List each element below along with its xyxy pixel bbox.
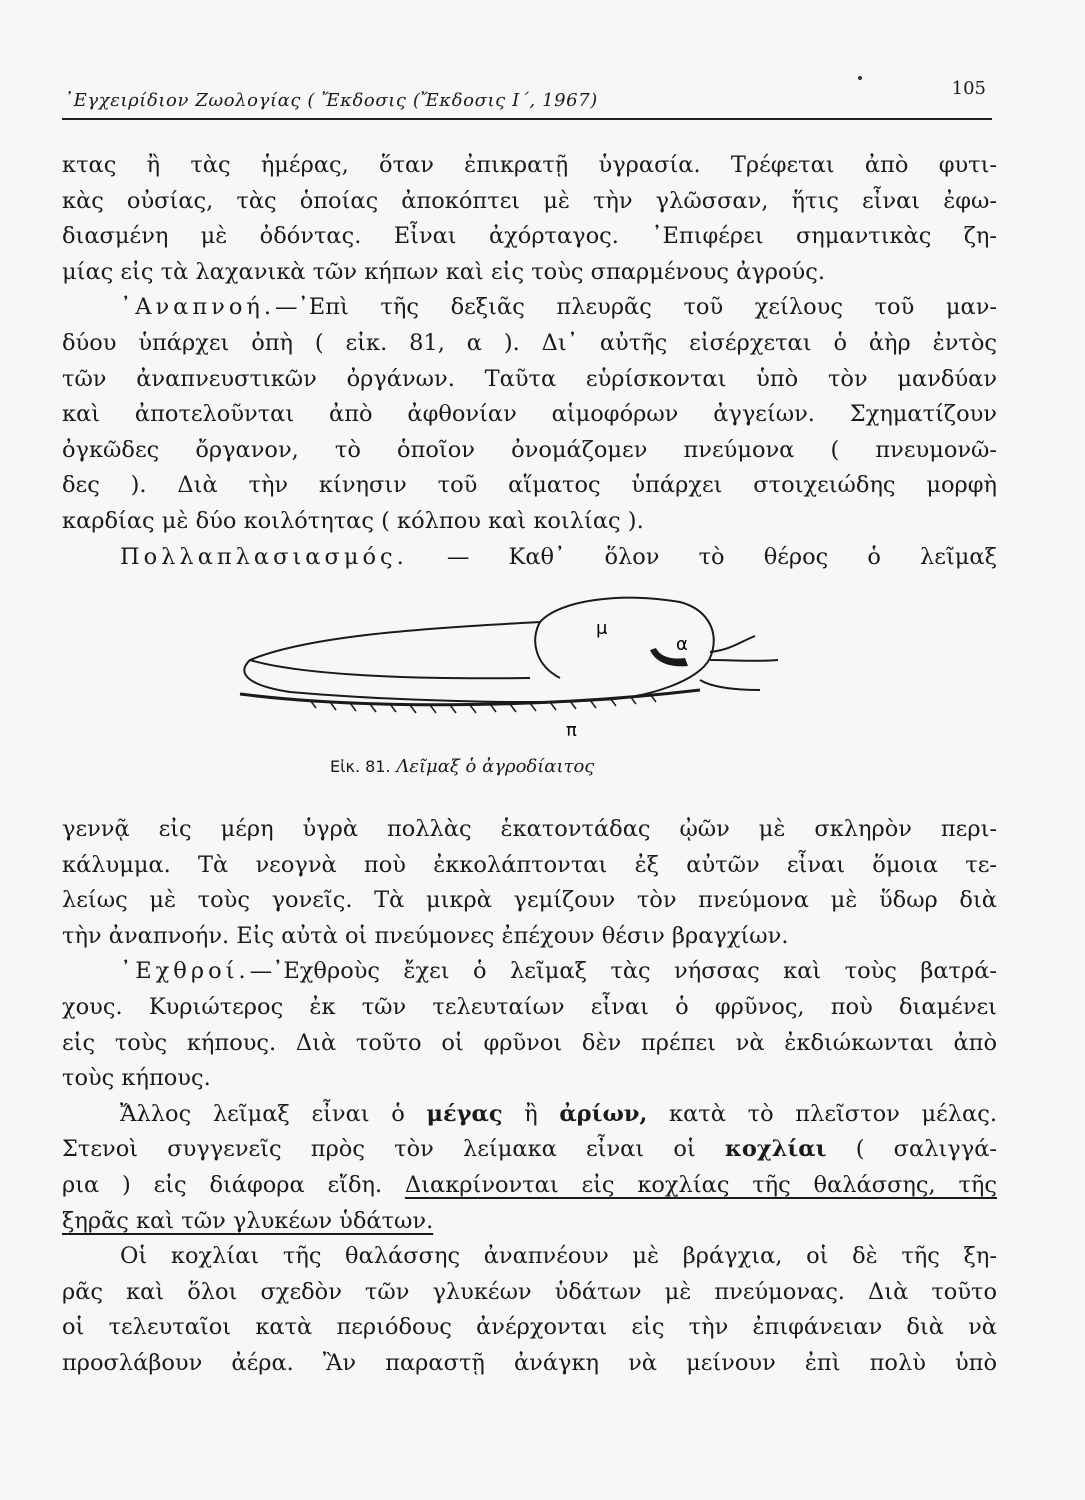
text-line: λείως μὲ τοὺς γονεῖς. Τὰ μικρὰ γεμίζουν τὸν πνεύμονα μὲ ὕδωρ διὰ <box>62 887 997 914</box>
text-line: τῶν ἀναπνευστικῶν ὀργάνων. Ταῦτα εὑρίσκονται ὑπὸ τὸν μανδύαν <box>62 365 997 392</box>
slug-drawing <box>230 590 790 740</box>
slug-foot-line <box>250 660 530 678</box>
figure-caption <box>330 756 594 777</box>
running-title: ᾿Εγχειρίδιον Ζωολογίας ( Ἔκδοσις (Ἔκδοσις Ι΄, 1967) <box>64 90 598 111</box>
text-fragment: ρια ) εἰς διάφορα εἴδη. <box>62 1171 405 1198</box>
paragraph-enemies <box>62 954 997 1096</box>
figure-number: Εἰκ. 81. <box>330 757 391 776</box>
text-line: ρᾶς καὶ ὅλοι σχεδὸν τῶν γλυκέων ὑδάτων μὲ πνεύμονας. Διὰ τοῦτο <box>62 1278 997 1305</box>
text-fragment: —᾿Εχθροὺς ἔχει ὁ λεῖμαξ τὰς νήσσας καὶ τοὺς βατρά- <box>249 958 997 985</box>
text-fragment: ἢ <box>502 1100 560 1127</box>
slug-body-outline <box>244 598 713 702</box>
text-line: κὰς οὐσίας, τὰς ὁποίας ἀποκόπτει μὲ τὴν γλῶσσαν, ἥτις εἶναι ἐφω- <box>62 187 997 214</box>
text-line: καρδίας μὲ δύο κοιλότητας ( κόλπου καὶ κοιλίας ). <box>62 507 644 534</box>
text-line: κάλυμμα. Τὰ νεογνὰ ποὺ ἐκκολάπτονται ἐξ αὐτῶν εἶναι ὅμοια τε- <box>62 851 997 878</box>
paragraph-reproduction-start <box>62 540 997 576</box>
page-number: 105 <box>951 78 986 99</box>
text-line: διασμένη μὲ ὀδόντας. Εἶναι ἀχόρταγος. ᾿Επιφέρει σημαντικὰς ζη- <box>62 223 997 250</box>
page-header <box>62 78 992 120</box>
text-line: Οἱ κοχλίαι τῆς θαλάσσης ἀναπνέουν μὲ βράγχια, οἱ δὲ τῆς ξη- <box>120 1243 997 1270</box>
text-fragment: ( σαλιγγά- <box>826 1136 997 1163</box>
paragraph-respiration <box>62 290 997 539</box>
paragraph-reproduction <box>62 812 997 954</box>
text-fragment: — Καθ᾿ ὅλον τὸ θέρος ὁ λεῖμαξ <box>446 543 998 570</box>
term-megas: μέγας <box>426 1100 503 1127</box>
label-alpha: α <box>676 634 688 655</box>
underlined-text: ξηρᾶς καὶ τῶν γλυκέων ὑδάτων. <box>62 1207 434 1234</box>
text-fragment: Στενοὶ συγγενεῖς πρὸς τὸν λείμακα εἶναι οἱ <box>62 1136 725 1163</box>
text-line: εἰς τοὺς κήπους. Διὰ τοῦτο οἱ φρῦνοι δὲν πρέπει νὰ ἐκδιώκωνται ἀπὸ <box>62 1029 997 1056</box>
head-lower-edge <box>700 680 760 690</box>
text-fragment: —᾿Επὶ τῆς δεξιᾶς πλευρᾶς τοῦ χείλους τοῦ μαν- <box>275 294 997 321</box>
text-block-top <box>62 148 997 575</box>
text-line: τοὺς κήπους. <box>62 1065 211 1092</box>
text-line: καὶ ἀποτελοῦνται ἀπὸ ἀφθονίαν αἱμοφόρων ἀγγείων. Σχηματίζουν <box>62 401 997 428</box>
figure-title: Λεῖμαξ ὁ ἀγροδίαιτος <box>396 756 595 777</box>
text-line: ὀγκῶδες ὄργανον, τὸ ὁποῖον ὀνομάζομεν πνεύμονα ( πνευμονῶ- <box>62 436 997 463</box>
section-heading-respiration: ᾿Αναπνοή. <box>120 294 276 321</box>
text-line: χους. Κυριώτερος ἐκ τῶν τελευταίων εἶναι ὁ φρῦνος, ποὺ διαμένει <box>62 993 997 1020</box>
label-mu: μ <box>596 618 608 639</box>
term-kochliai: κοχλίαι <box>724 1136 827 1163</box>
lower-tentacle <box>710 660 778 661</box>
upper-tentacle <box>710 636 755 652</box>
paragraph-snail-respiration <box>62 1239 997 1381</box>
text-fragment: κατὰ τὸ πλεῖστον μέλας. <box>647 1100 997 1127</box>
mantle-edge <box>535 622 560 678</box>
text-fragment: Ἄλλος λεῖμαξ εἶναι ὁ <box>120 1100 427 1127</box>
section-heading-reproduction: Πολλαπλασιασμός. <box>120 543 408 570</box>
text-line: δες ). Διὰ τὴν κίνησιν τοῦ αἵματος ὑπάρχει στοιχειώδης μορφὴ <box>62 472 997 499</box>
text-block-bottom <box>62 812 997 1382</box>
text-line: κτας ἢ τὰς ἡμέρας, ὅταν ἐπικρατῇ ὑγρασία. Τρέφεται ἀπὸ φυτι- <box>62 152 997 178</box>
text-line: μίας εἰς τὰ λαχανικὰ τῶν κήπων καὶ εἰς τοὺς σπαρμένους ἀγρούς. <box>62 258 825 285</box>
section-heading-enemies: ᾿Εχθροί. <box>120 958 250 985</box>
underlined-text: Διακρίνονται εἰς κοχλίας τῆς θαλάσσης, τῆς <box>404 1171 997 1198</box>
label-pi: π <box>566 720 577 740</box>
paragraph-other-slugs <box>62 1097 997 1239</box>
paragraph-feeding <box>62 148 997 290</box>
term-arion: ἀρίων, <box>559 1100 648 1127</box>
text-line: οἱ τελευταῖοι κατὰ περιόδους ἀνέρχονται εἰς τὴν ἐπιφάνειαν διὰ νὰ <box>62 1314 997 1341</box>
text-line: γεννᾷ εἰς μέρη ὑγρὰ πολλὰς ἑκατοντάδας ᾠῶν μὲ σκληρὸν περι- <box>62 816 997 842</box>
slug-illustration <box>230 590 790 740</box>
text-line: δύου ὑπάρχει ὀπὴ ( εἰκ. 81, α ). Δι᾿ αὐτῆς εἰσέρχεται ὁ ἀὴρ ἐντὸς <box>62 329 997 356</box>
text-line: προσλάβουν ἀέρα. Ἂν παραστῇ ἀνάγκη νὰ μείνουν ἐπὶ πολὺ ὑπὸ <box>62 1349 997 1376</box>
text-line: τὴν ἀναπνοήν. Εἰς αὐτὰ οἱ πνεύμονες ἐπέχουν θέσιν βραγχίων. <box>62 922 789 949</box>
